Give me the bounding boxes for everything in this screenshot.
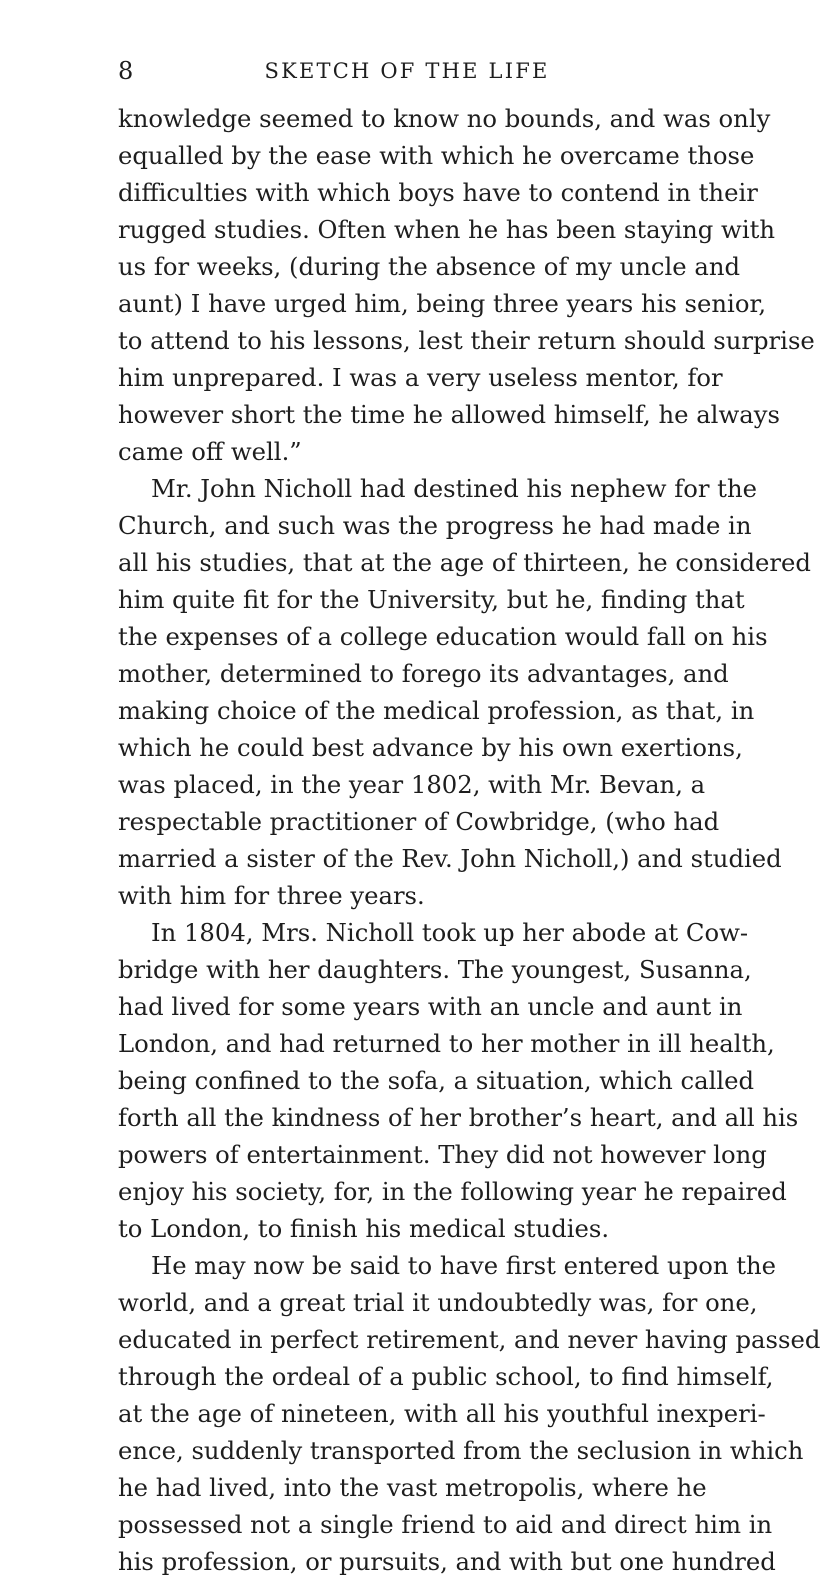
text-line: the expenses of a college education would fall on his [118, 622, 768, 651]
text-line: his profession, or pursuits, and with but one hundred [118, 1547, 776, 1576]
text-line: In 1804, Mrs. Nicholl took up her abode at Cow- [151, 918, 749, 947]
text-line: came off well.” [118, 437, 302, 466]
text-line: he had lived, into the vast metropolis, where he [118, 1473, 707, 1502]
text-line: rugged studies. Often when he has been staying with [118, 215, 776, 244]
text-line: was placed, in the year 1802, with Mr. Bevan, a [118, 770, 706, 799]
text-line: bridge with her daughters. The youngest, Susanna, [118, 955, 752, 984]
text-line: him unprepared. I was a very useless mentor, for [118, 363, 723, 392]
running-header [118, 56, 696, 86]
text-line: with him for three years. [118, 881, 425, 910]
text-line: him quite fit for the University, but he, finding that [118, 585, 745, 614]
text-line: enjoy his society, for, in the following year he repaired [118, 1177, 787, 1206]
text-line: Church, and such was the progress he had made in [118, 511, 752, 540]
text-line: at the age of nineteen, with all his youthful inexperi- [118, 1399, 766, 1428]
text-line: powers of entertainment. They did not however long [118, 1140, 767, 1169]
text-line: us for weeks, (during the absence of my uncle and [118, 252, 741, 281]
text-line: London, and had returned to her mother in ill health, [118, 1029, 775, 1058]
text-line: which he could best advance by his own exertions, [118, 733, 743, 762]
text-line: ence, suddenly transported from the seclusion in which [118, 1436, 804, 1465]
text-line: equalled by the ease with which he overcame those [118, 141, 755, 170]
text-line: had lived for some years with an uncle and aunt in [118, 992, 743, 1021]
text-line: world, and a great trial it undoubtedly was, for one, [118, 1288, 758, 1317]
text-line: aunt) I have urged him, being three years his senior, [118, 289, 767, 318]
text-line: possessed not a single friend to aid and direct him in [118, 1510, 773, 1539]
text-line: Mr. John Nicholl had destined his nephew for the [151, 474, 757, 503]
text-line: difficulties with which boys have to contend in their [118, 178, 758, 207]
text-line: through the ordeal of a public school, to find himself, [118, 1362, 774, 1391]
text-line: however short the time he allowed himself, he always [118, 400, 780, 429]
text-line: to London, to finish his medical studies. [118, 1214, 610, 1243]
text-line: forth all the kindness of her brother’s heart, and all his [118, 1103, 799, 1132]
body-text [118, 100, 820, 1580]
text-line: married a sister of the Rev. John Nicholl,) and studied [118, 844, 782, 873]
text-line: mother, determined to forego its advantages, and [118, 659, 729, 688]
text-line: He may now be said to have first entered upon the [151, 1251, 777, 1280]
text-line: being confined to the sofa, a situation, which called [118, 1066, 755, 1095]
page-number: 8 [118, 57, 134, 85]
text-line: educated in perfect retirement, and never having passed [118, 1325, 820, 1354]
text-line: respectable practitioner of Cowbridge, (who had [118, 807, 720, 836]
text-line: knowledge seemed to know no bounds, and was only [118, 104, 771, 133]
text-line: to attend to his lessons, lest their return should surprise [118, 326, 815, 355]
text-line: all his studies, that at the age of thirteen, he considered [118, 548, 811, 577]
running-title: SKETCH OF THE LIFE [264, 59, 550, 83]
text-line: making choice of the medical profession, as that, in [118, 696, 755, 725]
